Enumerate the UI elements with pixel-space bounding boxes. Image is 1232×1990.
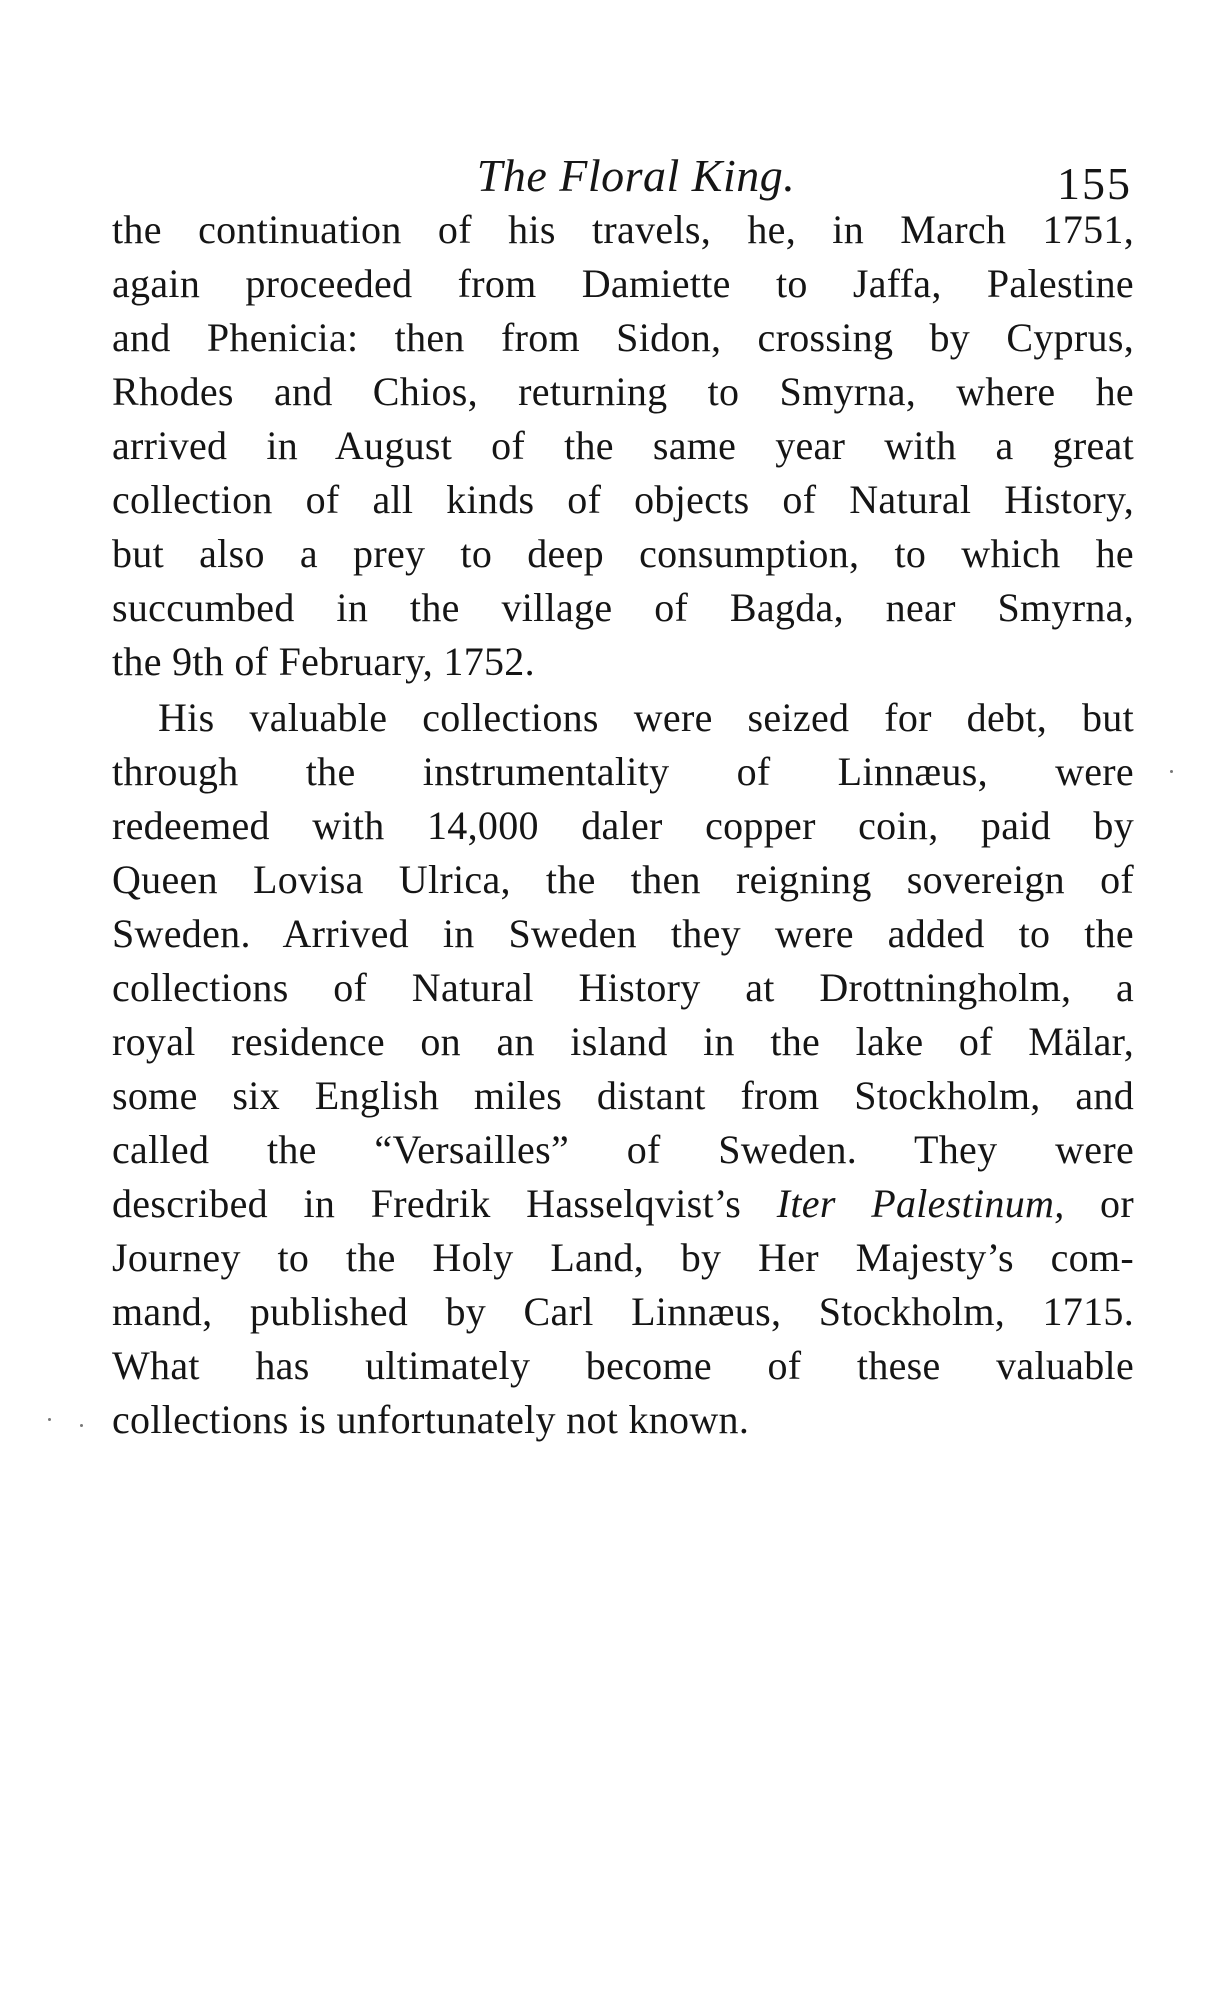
text-line: and Phenicia: then from Sidon, crossing by Cyprus, xyxy=(112,315,1134,360)
text-segment: described in Fredrik Hasselqvist’s xyxy=(112,1181,777,1226)
text-line xyxy=(112,1176,1134,1232)
text-line: the 9th of February, 1752. xyxy=(112,639,535,684)
text-line: called the “Versailles” of Sweden. They were xyxy=(112,1127,1134,1172)
text-line: Rhodes and Chios, returning to Smyrna, where he xyxy=(112,369,1134,414)
text-line: Queen Lovisa Ulrica, the then reigning sovereign of xyxy=(112,857,1134,902)
text-line: redeemed with 14,000 daler copper coin, paid by xyxy=(112,803,1134,848)
text-line: the continuation of his travels, he, in March 1751, xyxy=(112,207,1134,252)
scan-speck xyxy=(80,1424,83,1427)
running-title: The Floral King. xyxy=(476,150,796,201)
text-line: What has ultimately become of these valuable xyxy=(112,1343,1134,1388)
text-line: arrived in August of the same year with a great xyxy=(112,423,1134,468)
text-line: some six English miles distant from Stockholm, and xyxy=(112,1073,1134,1118)
text-segment: or xyxy=(1064,1181,1134,1226)
text-line: succumbed in the village of Bagda, near Smyrna, xyxy=(112,585,1134,630)
page-number: 155 xyxy=(1057,158,1132,209)
scan-speck xyxy=(48,1418,51,1421)
text-line: again proceeded from Damiette to Jaffa, Palestine xyxy=(112,261,1134,306)
text-line: but also a prey to deep consumption, to which he xyxy=(112,531,1134,576)
text-line: royal residence on an island in the lake of Mälar, xyxy=(112,1019,1134,1064)
text-line: mand, published by Carl Linnæus, Stockholm, 1715. xyxy=(112,1289,1134,1334)
text-line: His valuable collections were seized for debt, but xyxy=(158,695,1134,740)
text-line: Journey to the Holy Land, by Her Majesty’s com- xyxy=(112,1235,1134,1280)
scan-speck xyxy=(1170,770,1173,773)
text-line: collections is unfortunately not known. xyxy=(112,1397,750,1442)
text-line: through the instrumentality of Linnæus, were xyxy=(112,749,1134,794)
book-title: Iter Palestinum, xyxy=(776,1181,1065,1226)
text-line: collections of Natural History at Drottningholm, a xyxy=(112,965,1134,1010)
text-line: Sweden. Arrived in Sweden they were added to the xyxy=(112,911,1134,956)
text-line: collection of all kinds of objects of Natural History, xyxy=(112,477,1134,522)
